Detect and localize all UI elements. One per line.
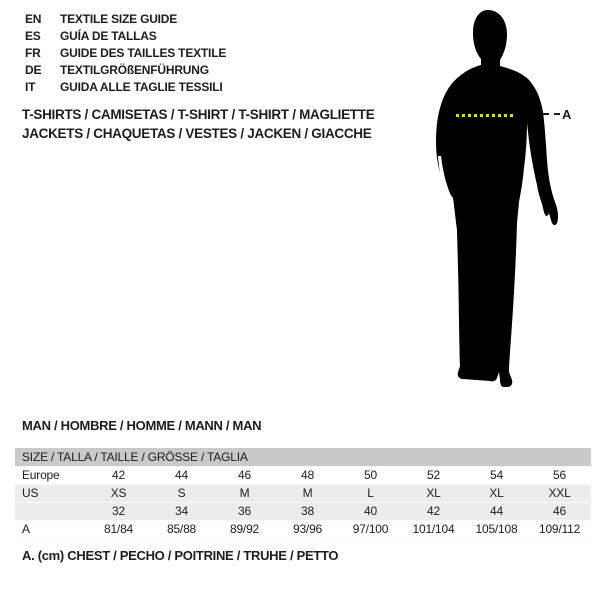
language-row <box>25 45 226 62</box>
row-label: Europe <box>22 468 60 482</box>
category-tshirts: T-SHIRTS / CAMISETAS / T-SHIRT / T-SHIRT / MAGLIETTE <box>22 107 375 122</box>
language-list <box>25 11 226 96</box>
cell: 44 <box>465 503 528 521</box>
chest-measure-dotted-line <box>456 114 516 117</box>
section-title-man: MAN / HOMBRE / HOMME / MANN / MAN <box>22 418 262 433</box>
category-jackets: JACKETS / CHAQUETAS / VESTES / JACKEN / GIACCHE <box>22 126 372 141</box>
row-label: US <box>15 485 87 503</box>
table-row-chest-a <box>15 521 591 539</box>
cell: 50 <box>364 468 377 482</box>
garment-categories <box>22 105 374 143</box>
cell: 97/100 <box>352 522 389 536</box>
size-table-header-row <box>15 448 591 467</box>
cell: 52 <box>427 468 440 482</box>
language-label: TEXTILGRÖßENFÜHRUNG <box>60 63 209 77</box>
language-label: GUIDE DES TAILLES TEXTILE <box>60 46 227 60</box>
cell: M <box>213 485 276 503</box>
language-code: IT <box>25 80 36 94</box>
cell: XXL <box>528 485 591 503</box>
cell: 32 <box>87 503 150 521</box>
cell: 109/112 <box>538 522 581 536</box>
cell: S <box>150 485 213 503</box>
row-label <box>15 503 87 521</box>
language-code: ES <box>25 29 41 43</box>
cell: 46 <box>528 503 591 521</box>
cell: 42 <box>402 503 465 521</box>
footnote-chest-legend: A. (cm) CHEST / PECHO / POITRINE / TRUHE / PETTO <box>22 548 339 563</box>
cell: 54 <box>490 468 503 482</box>
cell: XL <box>465 485 528 503</box>
language-row <box>25 11 226 28</box>
cell: L <box>339 485 402 503</box>
row-label: A <box>22 522 30 536</box>
table-row-us-numeric <box>15 503 591 521</box>
language-code: EN <box>25 12 42 26</box>
cell: 36 <box>213 503 276 521</box>
table-row-europe <box>15 467 591 485</box>
man-silhouette-figure <box>415 8 565 390</box>
language-label: GUÍA DE TALLAS <box>60 29 157 43</box>
cell: 42 <box>112 468 125 482</box>
size-table-header: SIZE / TALLA / TAILLE / GRÖSSE / TAGLIA <box>15 448 591 467</box>
cell: 81/84 <box>103 522 134 536</box>
cell: 101/104 <box>412 522 455 536</box>
language-label: TEXTILE SIZE GUIDE <box>60 12 178 26</box>
cell: 85/88 <box>166 522 197 536</box>
language-code: FR <box>25 46 41 60</box>
measure-label-a: A <box>562 107 572 122</box>
cell: 44 <box>175 468 188 482</box>
cell: M <box>276 485 339 503</box>
cell: 34 <box>150 503 213 521</box>
cell: 56 <box>553 468 566 482</box>
cell: 89/92 <box>229 522 260 536</box>
cell: 38 <box>276 503 339 521</box>
language-row <box>25 28 226 45</box>
cell: XL <box>402 485 465 503</box>
language-label: GUIDA ALLE TAGLIE TESSILI <box>60 80 223 94</box>
cell: XS <box>87 485 150 503</box>
language-code: DE <box>25 63 42 77</box>
cell: 40 <box>339 503 402 521</box>
cell: 93/96 <box>292 522 323 536</box>
cell: 48 <box>301 468 314 482</box>
measure-leader-dashes <box>543 113 560 115</box>
size-table <box>15 448 591 539</box>
language-row <box>25 79 226 96</box>
man-silhouette-icon <box>415 8 565 390</box>
table-row-us <box>15 485 591 503</box>
language-row <box>25 62 226 79</box>
cell: 105/108 <box>475 522 518 536</box>
cell: 46 <box>238 468 251 482</box>
